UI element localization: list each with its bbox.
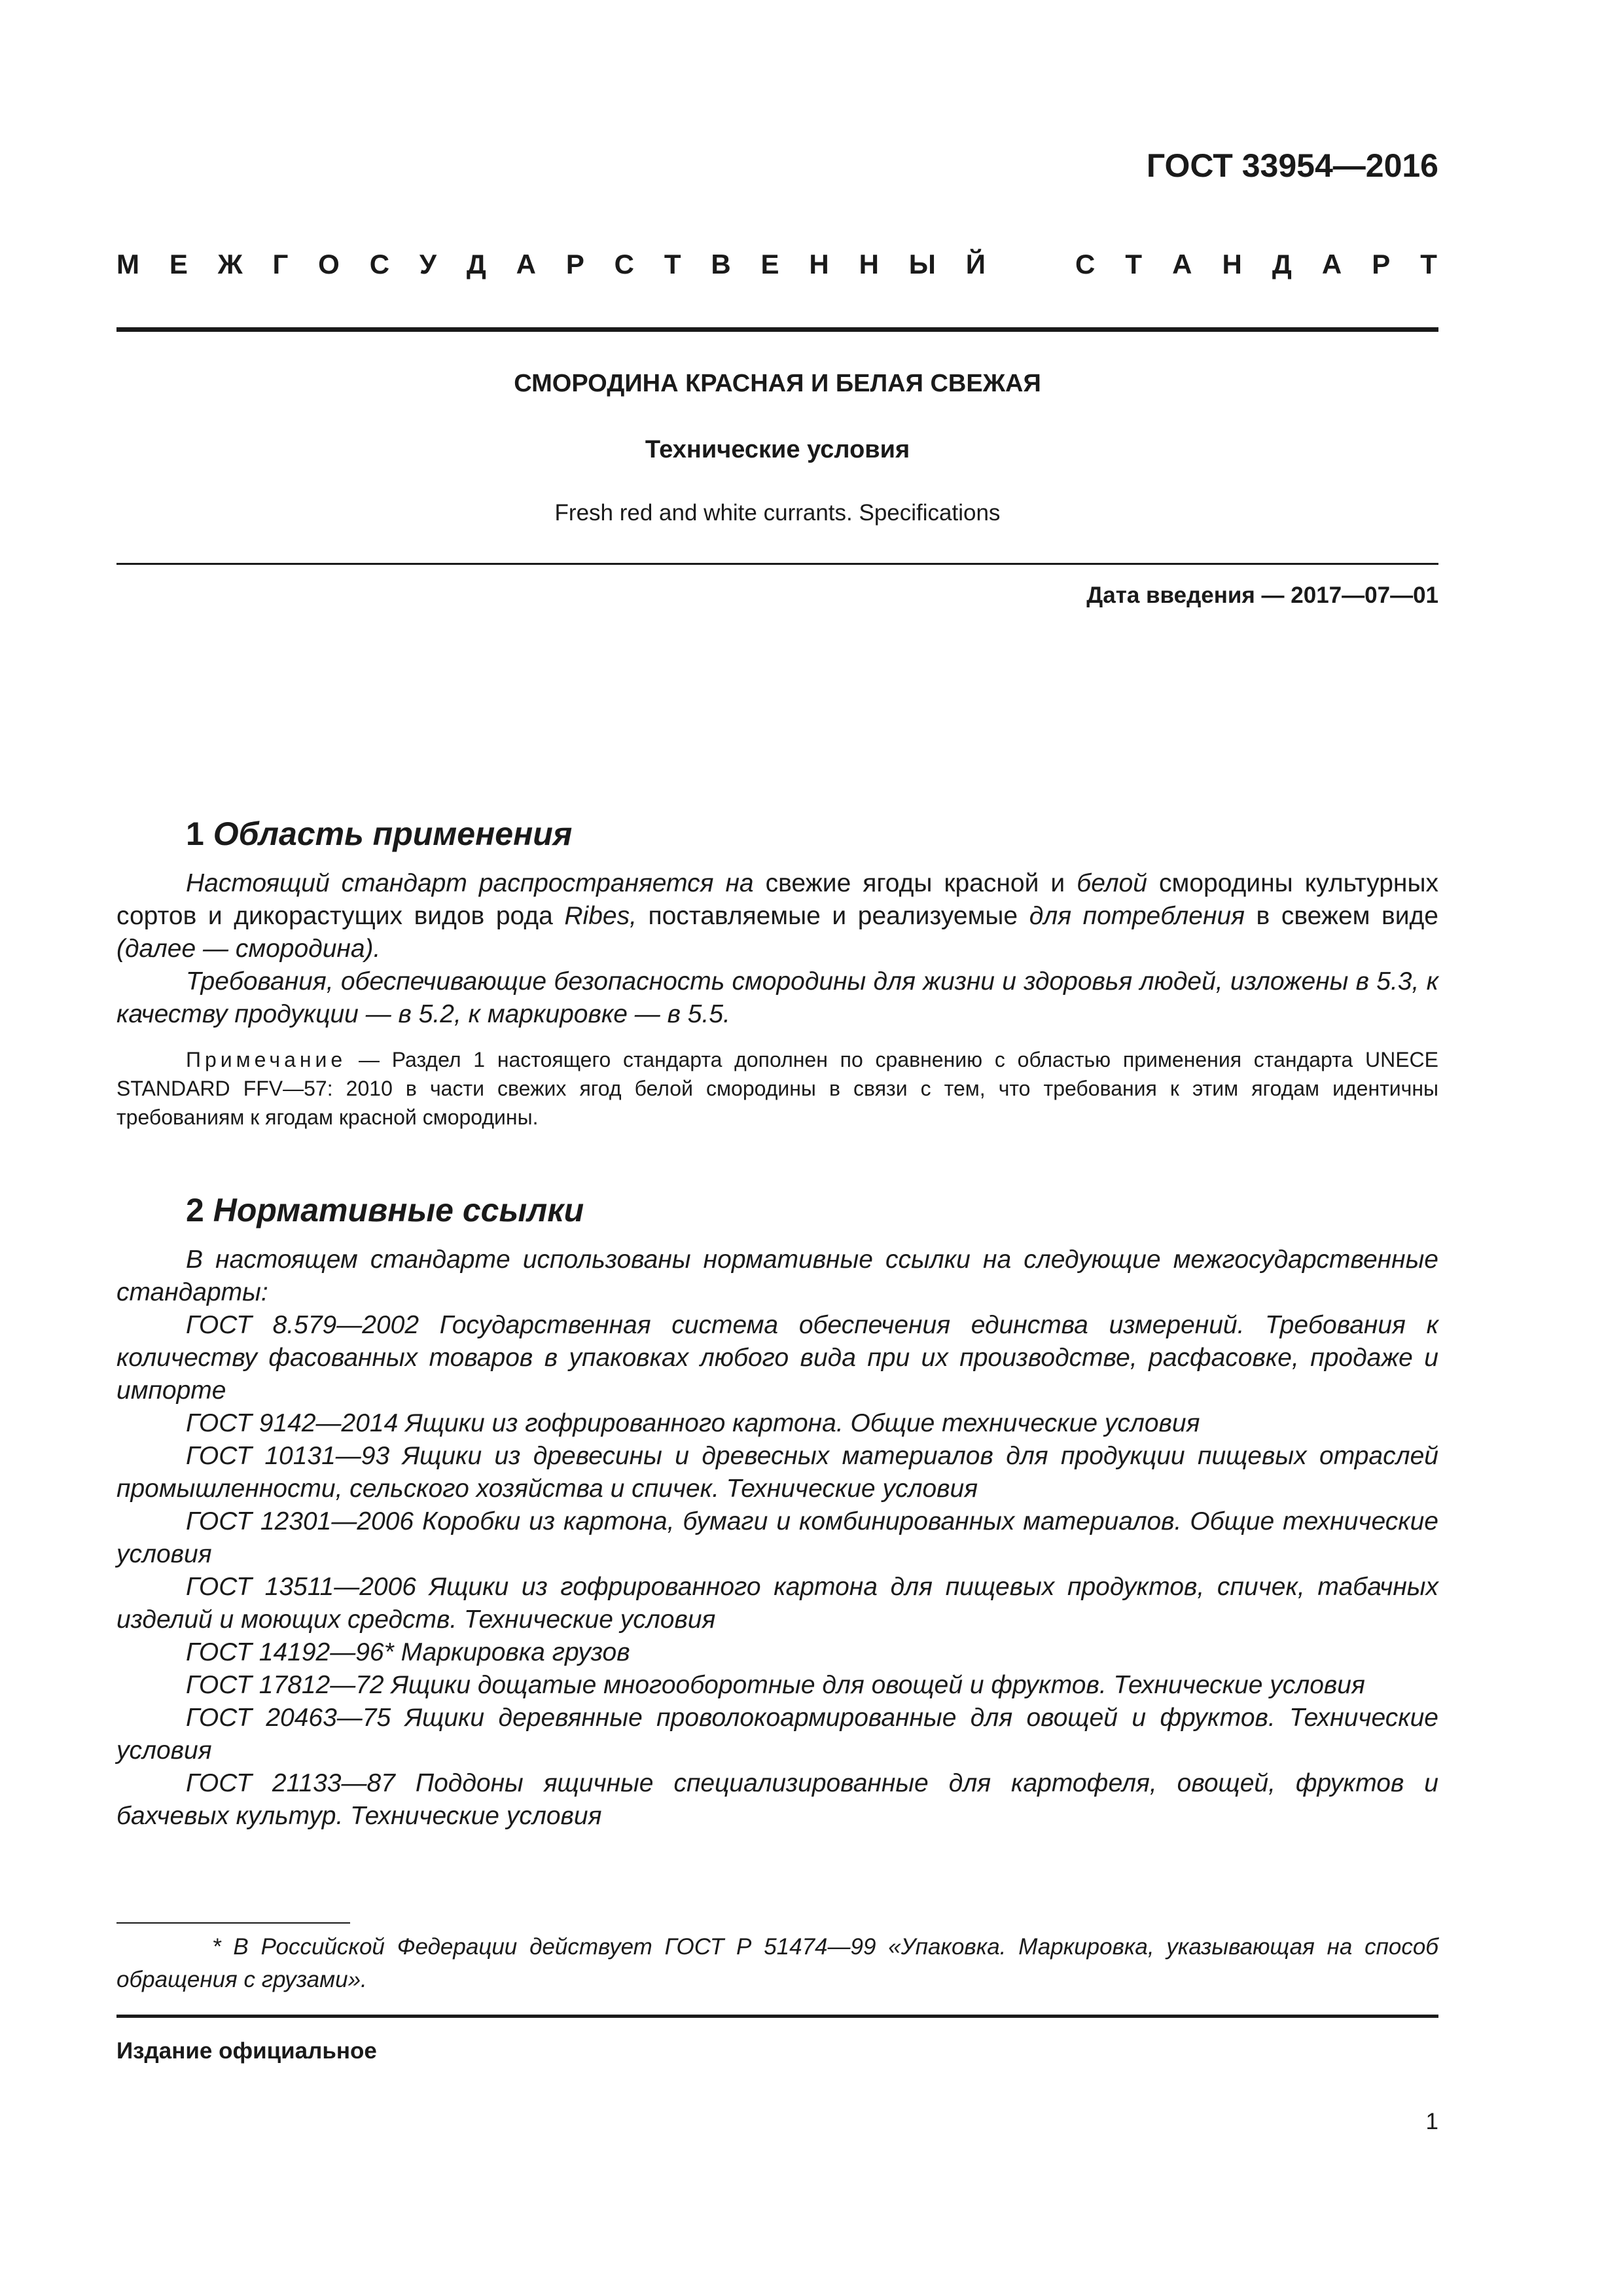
banner-letter: В — [711, 249, 732, 279]
reference-item: ГОСТ 12301—2006 Коробки из картона, бумаги и комбинированных материалов. Общие технические условия — [116, 1507, 1438, 1568]
banner-letter: Ж — [217, 249, 244, 279]
banner-letter: Н — [809, 249, 830, 279]
banner-letter: С — [614, 249, 636, 279]
banner-letter: Г — [272, 249, 290, 279]
banner-word-interstate — [116, 249, 987, 280]
introduction-date: Дата введения — 2017—07—01 — [1086, 583, 1438, 608]
banner-letter: Д — [1272, 249, 1293, 279]
reference-item: ГОСТ 14192—96* Маркировка грузов — [186, 1638, 630, 1666]
standard-type-banner — [116, 249, 1438, 280]
banner-letter: А — [1172, 249, 1194, 279]
banner-letter: Д — [466, 249, 488, 279]
references-intro: В настоящем стандарте использованы нормативные ссылки на следующие межгосударственные стандарты: — [116, 1246, 1438, 1306]
footnote-divider — [116, 1922, 350, 1924]
banner-letter: Н — [859, 249, 880, 279]
footer-divider — [116, 2015, 1438, 2018]
requirements-paragraph: Требования, обеспечивающие безопасность смородины для жизни и здоровья людей, изложены в 5.3, к качеству продукции — в 5.2, к маркировке — в 5.5. — [116, 967, 1438, 1028]
scope-text: Ribes, — [564, 902, 637, 930]
banner-letter: У — [419, 249, 438, 279]
banner-letter: Р — [565, 249, 586, 279]
official-edition-label: Издание официальное — [116, 2038, 377, 2064]
reference-item: ГОСТ 10131—93 Ящики из древесины и древесных материалов для продукции пищевых отраслей промышленности, сельского хозяйства и спичек. Технические условия — [116, 1442, 1438, 1503]
banner-letter: Т — [664, 249, 683, 279]
banner-word-standard — [1075, 249, 1438, 280]
scope-text: белой — [1077, 869, 1147, 897]
banner-letter: М — [116, 249, 141, 279]
title-divider — [116, 563, 1438, 565]
banner-letter: Т — [1420, 249, 1438, 279]
scope-text: свежие ягоды красной и — [765, 869, 1077, 897]
standard-code: ГОСТ 33954—2016 — [1146, 147, 1438, 184]
reference-item: ГОСТ 17812—72 Ящики дощатые многооборотные для овощей и фруктов. Технические условия — [186, 1671, 1365, 1699]
section-heading-scope — [186, 815, 572, 853]
banner-letter: С — [1075, 249, 1097, 279]
section-heading-references — [186, 1191, 584, 1229]
scope-text: смородины культурных сортов и дикорастущих видов рода — [116, 869, 1438, 930]
note-paragraph — [116, 1045, 1438, 1132]
banner-letter: Е — [169, 249, 189, 279]
reference-item: ГОСТ 8.579—2002 Государственная система обеспечения единства измерений. Требования к количеству фасованных товаров в упаковках любого вида при их производстве, расфасовке, продаже и импорте — [116, 1311, 1438, 1405]
document-subtitle: Технические условия — [645, 436, 910, 463]
header-divider — [116, 327, 1438, 332]
banner-letter: Е — [760, 249, 781, 279]
section-number: 2 — [186, 1192, 204, 1229]
document-title: СМОРОДИНА КРАСНАЯ И БЕЛАЯ СВЕЖАЯ — [514, 370, 1041, 397]
banner-letter: Ы — [908, 249, 937, 279]
reference-item: ГОСТ 20463—75 Ящики деревянные проволокоармированные для овощей и фруктов. Технические условия — [116, 1704, 1438, 1765]
banner-letter: Й — [965, 249, 987, 279]
english-title: Fresh red and white currants. Specifications — [554, 500, 1001, 526]
scope-text: Настоящий стандарт распространяется на — [186, 869, 766, 897]
reference-item: ГОСТ 21133—87 Поддоны ящичные специализированные для картофеля, овощей, фруктов и бахчевых культур. Технические условия — [116, 1769, 1438, 1830]
banner-letter: Н — [1222, 249, 1243, 279]
reference-item: ГОСТ 13511—2006 Ящики из гофрированного картона для пищевых продуктов, спичек, табачных изделий и моющих средств. Технические условия — [116, 1573, 1438, 1634]
banner-letter: С — [369, 249, 391, 279]
section-number: 1 — [186, 816, 204, 852]
banner-letter: Р — [1372, 249, 1392, 279]
banner-letter: А — [1321, 249, 1344, 279]
section-title: Нормативные ссылки — [213, 1192, 584, 1229]
scope-text: в свежем виде — [1244, 902, 1438, 930]
page-number: 1 — [1425, 2109, 1438, 2134]
scope-text: для потребления — [1029, 902, 1245, 930]
reference-item: ГОСТ 9142—2014 Ящики из гофрированного картона. Общие технические условия — [186, 1409, 1200, 1437]
note-label: Примечание — [186, 1048, 347, 1071]
note-text: — Раздел 1 настоящего стандарта дополнен по сравнению с областью применения стандарта UNECE STANDARD FFV—57: 2010 в части свежих ягод белой смородины в связи с тем, что требования к этим ягодам идентичны требованиям к ягодам красной смородины. — [116, 1048, 1438, 1129]
banner-letter: А — [516, 249, 537, 279]
scope-text: поставляемые и реализуемые — [636, 902, 1029, 930]
banner-letter: Т — [1125, 249, 1144, 279]
scope-text: (далее — смородина). — [116, 935, 381, 963]
section-title: Область применения — [213, 816, 573, 852]
banner-letter: О — [318, 249, 341, 279]
footnote: * В Российской Федерации действует ГОСТ Р 51474—99 «Упаковка. Маркировка, указывающая на способ обращения с грузами». — [116, 1934, 1438, 1992]
scope-paragraph — [116, 867, 1438, 965]
